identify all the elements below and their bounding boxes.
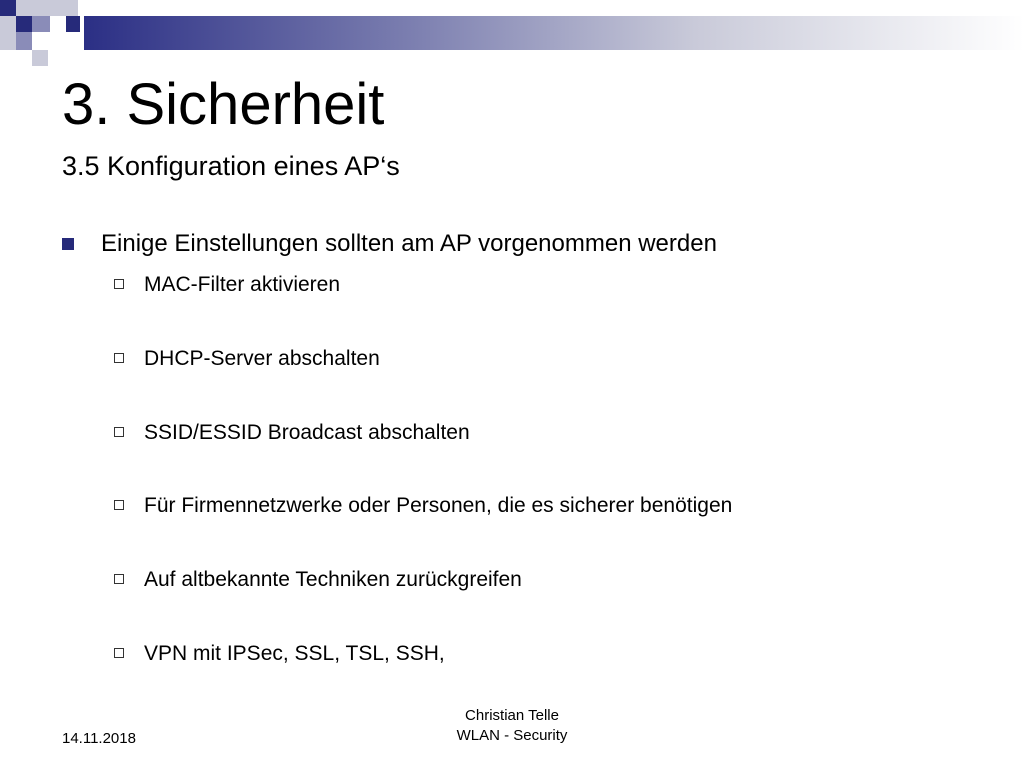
header-gradient-bar <box>84 16 1024 50</box>
sub-bullet-text: VPN mit IPSec, SSL, TSL, SSH, <box>144 641 445 665</box>
footer-date: 14.11.2018 <box>62 730 136 747</box>
hollow-square-bullet-icon <box>114 353 124 363</box>
sub-bullet-text: Auf altbekannte Techniken zurückgreifen <box>144 567 522 591</box>
sub-bullet-item <box>114 345 380 371</box>
sub-bullet-text: SSID/ESSID Broadcast abschalten <box>144 420 470 444</box>
square-light-inner-icon <box>66 0 78 16</box>
sub-bullet-item <box>114 419 470 445</box>
square-mid-bottom-icon <box>16 32 32 50</box>
square-bullet-icon <box>62 238 74 250</box>
square-dark-center-icon <box>16 16 32 32</box>
footer-author-block <box>412 706 612 746</box>
square-mid-right-icon <box>32 16 50 32</box>
main-bullet-text: Einige Einstellungen sollten am AP vorgenommen werden <box>101 230 717 257</box>
hollow-square-bullet-icon <box>114 500 124 510</box>
slide-subtitle: 3.5 Konfiguration eines AP‘s <box>62 151 400 181</box>
sub-bullet-item <box>114 271 340 297</box>
square-dark-top-left-icon <box>0 0 16 16</box>
slide-title: 3. Sicherheit <box>62 72 385 137</box>
square-light-left-icon <box>0 16 16 50</box>
sub-bullet-text: Für Firmennetzwerke oder Personen, die es sicherer benötigen <box>144 493 733 517</box>
hollow-square-bullet-icon <box>114 574 124 584</box>
main-bullet <box>62 232 717 256</box>
square-light-top-icon <box>16 0 50 16</box>
square-light-bottom-icon <box>32 50 48 66</box>
hollow-square-bullet-icon <box>114 427 124 437</box>
hollow-square-bullet-icon <box>114 648 124 658</box>
footer-topic: WLAN - Security <box>456 727 568 744</box>
footer-author: Christian Telle <box>465 707 559 724</box>
sub-bullet-text: DHCP-Server abschalten <box>144 346 380 370</box>
square-light-right-icon <box>50 0 66 16</box>
hollow-square-bullet-icon <box>114 279 124 289</box>
sub-bullet-item <box>114 492 732 518</box>
sub-bullet-item <box>114 640 445 666</box>
sub-bullet-text: MAC-Filter aktivieren <box>144 272 341 296</box>
square-dark-inner-icon <box>66 16 80 32</box>
sub-bullet-item <box>114 566 522 592</box>
